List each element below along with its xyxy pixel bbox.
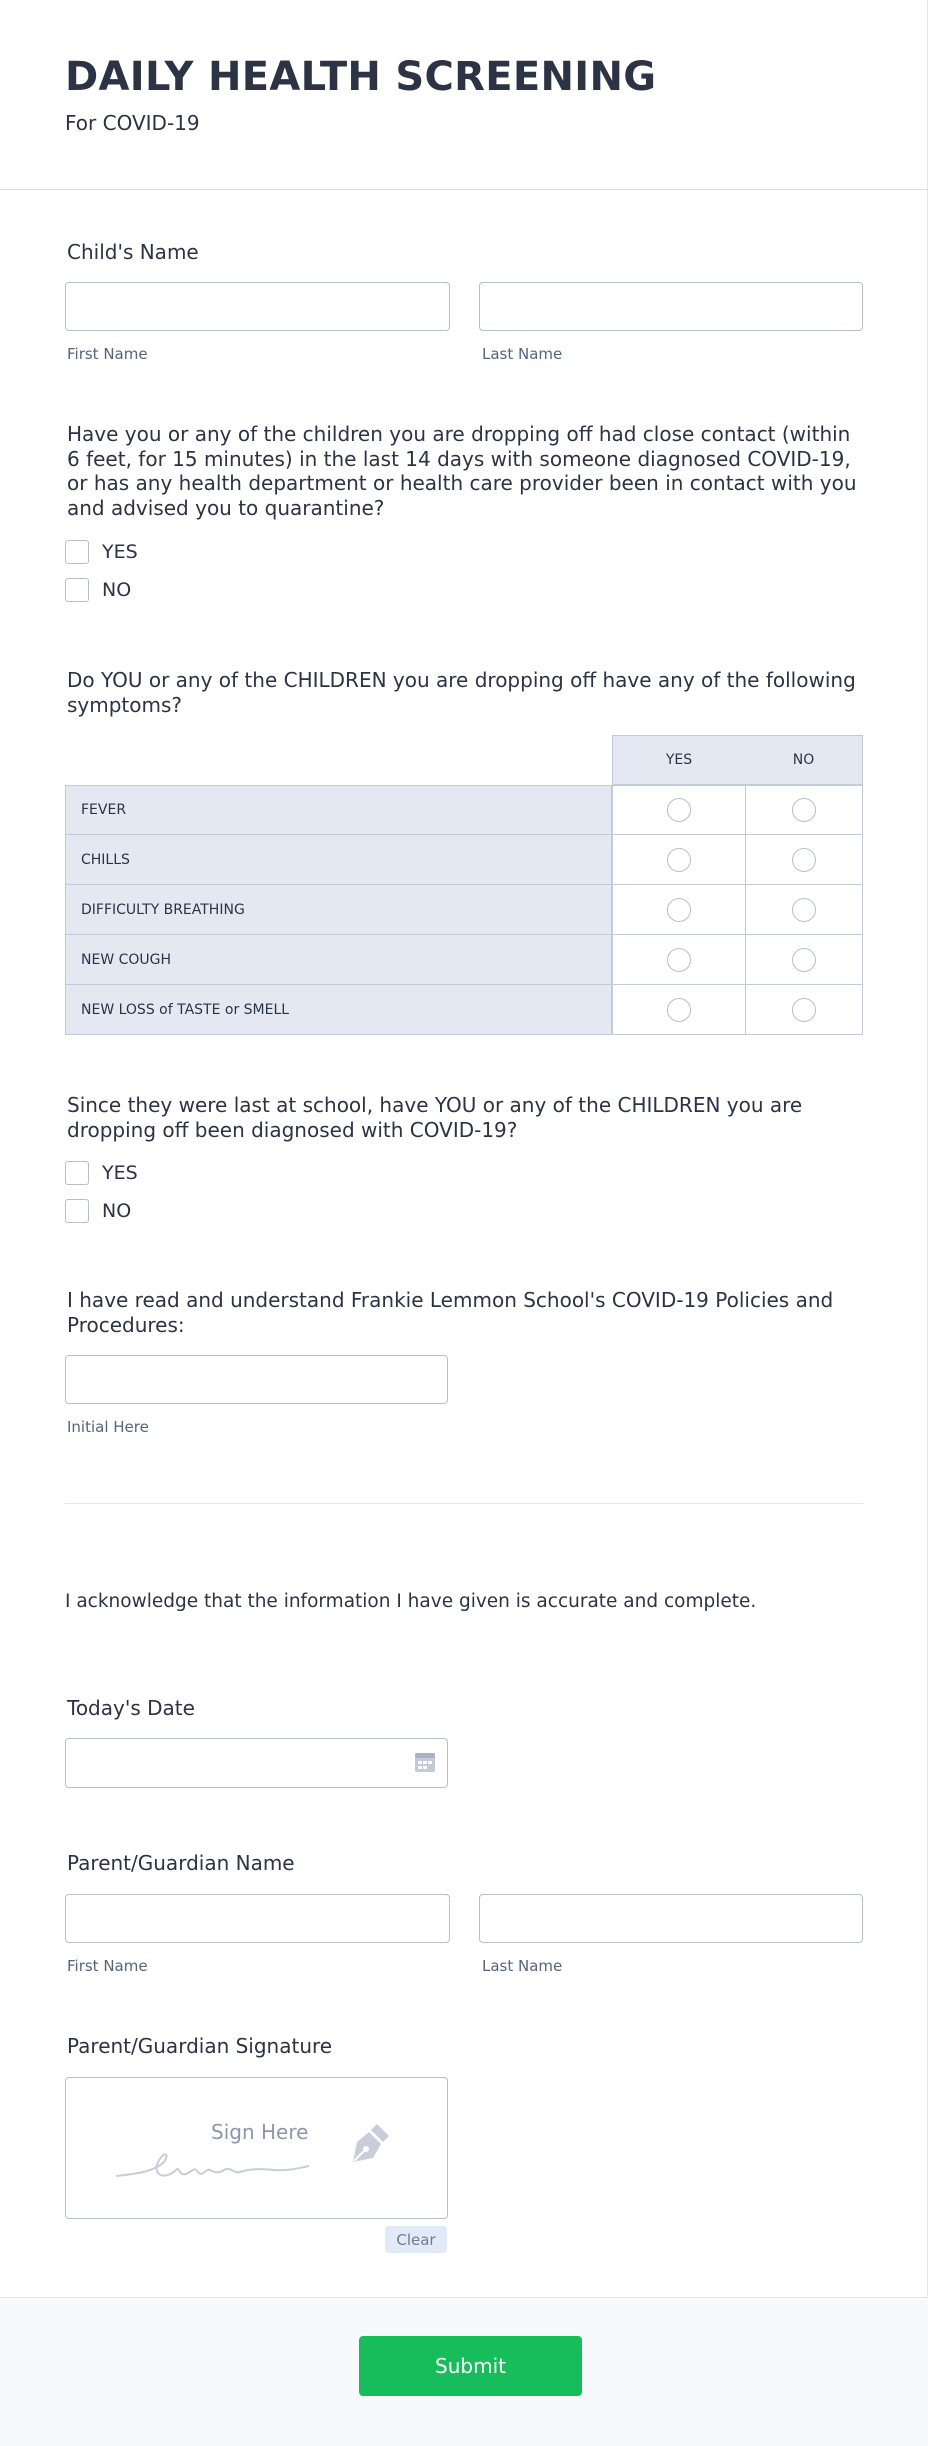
matrix-row (65, 935, 863, 985)
matrix-col-no: NO (745, 735, 863, 785)
matrix-cell-no (746, 835, 863, 885)
matrix-row-label: FEVER (65, 785, 612, 835)
radio-yes[interactable] (667, 898, 691, 922)
submit-button[interactable]: Submit (359, 2336, 582, 2396)
guardian-first-name-input[interactable] (65, 1894, 450, 1943)
signature-label: Parent/Guardian Signature (67, 2034, 333, 2058)
initials-input[interactable] (65, 1355, 448, 1404)
matrix-cell-yes (612, 985, 746, 1035)
option-label: NO (102, 579, 132, 601)
matrix-cell-no (746, 885, 863, 935)
date-label: Today's Date (67, 1696, 195, 1720)
matrix-row (65, 785, 863, 835)
diagnosed-question: Since they were last at school, have YOU or any of the CHILDREN you are dropping off been diagnosed with COVID-19? (67, 1093, 803, 1142)
radio-yes[interactable] (667, 798, 691, 822)
clear-signature-button[interactable]: Clear (385, 2226, 447, 2253)
initials-sublabel: Initial Here (67, 1418, 149, 1436)
pen-nib-icon (349, 2122, 391, 2166)
form-subtitle: For COVID-19 (65, 111, 200, 135)
matrix-cell-no (746, 985, 863, 1035)
guardian-name-label: Parent/Guardian Name (67, 1851, 295, 1875)
matrix-cell-no (746, 785, 863, 835)
radio-no[interactable] (792, 798, 816, 822)
child-first-name-sublabel: First Name (67, 345, 148, 363)
diagnosed-option-no[interactable] (65, 1198, 131, 1224)
matrix-row (65, 835, 863, 885)
checkbox[interactable] (65, 1199, 89, 1223)
checkbox[interactable] (65, 540, 89, 564)
radio-no[interactable] (792, 898, 816, 922)
radio-no[interactable] (792, 848, 816, 872)
radio-yes[interactable] (667, 998, 691, 1022)
child-name-label: Child's Name (67, 240, 199, 264)
option-label: YES (102, 541, 138, 563)
option-label: NO (102, 1200, 132, 1222)
signature-pad[interactable] (65, 2077, 448, 2219)
matrix-row-label: DIFFICULTY BREATHING (65, 885, 612, 935)
symptoms-question: Do YOU or any of the CHILDREN you are dropping off have any of the following symptoms? (67, 668, 856, 717)
radio-yes[interactable] (667, 948, 691, 972)
guardian-first-name-sublabel: First Name (67, 1957, 148, 1975)
matrix-cell-yes (612, 935, 746, 985)
matrix-row (65, 885, 863, 935)
checkbox[interactable] (65, 1161, 89, 1185)
contact-option-no[interactable] (65, 577, 131, 603)
radio-no[interactable] (792, 998, 816, 1022)
child-first-name-input[interactable] (65, 282, 450, 331)
matrix-cell-yes (612, 885, 746, 935)
signature-squiggle-icon (114, 2140, 354, 2190)
option-label: YES (102, 1162, 138, 1184)
matrix-cell-yes (612, 785, 746, 835)
section-divider (65, 1503, 863, 1504)
matrix-col-yes: YES (612, 735, 746, 785)
radio-no[interactable] (792, 948, 816, 972)
guardian-last-name-sublabel: Last Name (482, 1957, 563, 1975)
child-last-name-sublabel: Last Name (482, 345, 563, 363)
radio-yes[interactable] (667, 848, 691, 872)
matrix-cell-no (746, 935, 863, 985)
matrix-row-label: NEW COUGH (65, 935, 612, 985)
diagnosed-option-yes[interactable] (65, 1160, 138, 1186)
checkbox[interactable] (65, 578, 89, 602)
form-title: DAILY HEALTH SCREENING (65, 54, 657, 100)
matrix-cell-yes (612, 835, 746, 885)
matrix-row-label: NEW LOSS of TASTE or SMELL (65, 985, 612, 1035)
form-header (0, 0, 928, 190)
calendar-icon[interactable] (415, 1753, 435, 1772)
date-input[interactable] (65, 1738, 448, 1788)
child-last-name-input[interactable] (479, 282, 863, 331)
contact-question: Have you or any of the children you are dropping off had close contact (within 6 feet, for 15 minutes) in the last 14 days with someone diagnosed COVID-19, or has any health department or health care provider been in contact with you and advised you to quarantine? (67, 422, 857, 520)
matrix-row-label: CHILLS (65, 835, 612, 885)
matrix-row (65, 985, 863, 1035)
policies-question: I have read and understand Frankie Lemmon School's COVID-19 Policies and Procedures: (67, 1288, 834, 1337)
contact-option-yes[interactable] (65, 539, 138, 565)
signature-placeholder: Sign Here (211, 2120, 309, 2144)
guardian-last-name-input[interactable] (479, 1894, 863, 1943)
acknowledgement-text: I acknowledge that the information I have given is accurate and complete. (65, 1591, 757, 1612)
